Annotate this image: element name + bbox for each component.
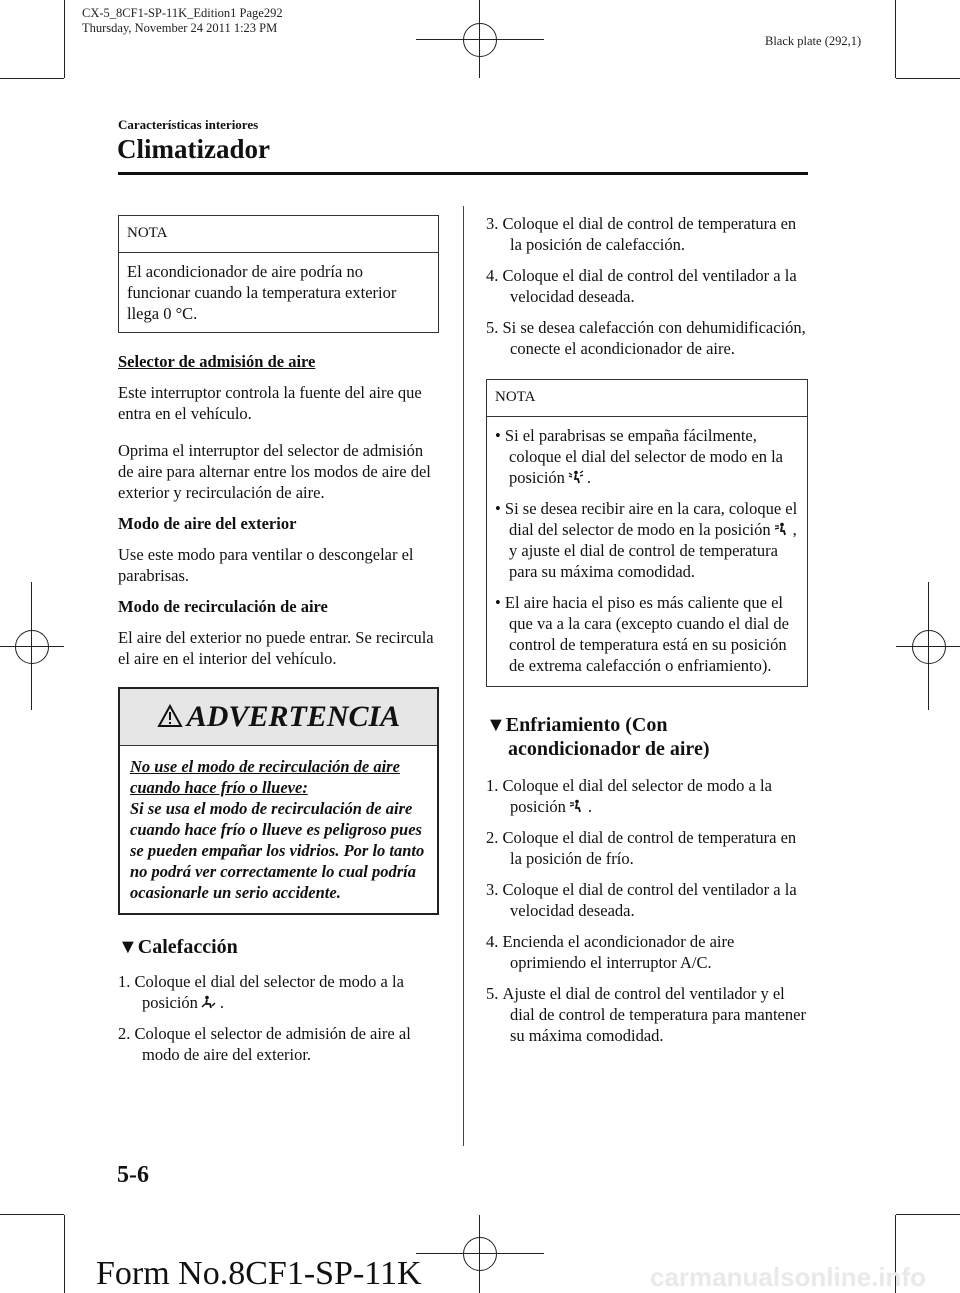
heating-heading: [118, 935, 439, 959]
warning-lead: No use el modo de recirculación de aire cuando hace frío o llueve:: [130, 757, 400, 797]
warning-title-bar: [120, 689, 437, 746]
print-header-line2: Thursday, November 24 2011 1:23 PM: [82, 21, 278, 35]
note-list: [487, 417, 807, 686]
heating-step: 3. Coloque el dial de control de temperatura en la posición de calefacción.: [486, 214, 797, 254]
heating-heading-text: Calefacción: [137, 936, 238, 958]
note-label: NOTA: [119, 216, 438, 253]
crop-mark: [64, 0, 65, 78]
outside-air-heading: Modo de aire del exterior: [118, 514, 297, 533]
plate-label: Black plate (292,1): [765, 34, 862, 48]
note-bullet: • Si se desea recibir aire en la cara, coloque el dial del selector de modo en la posición , y ajuste el dial de control de temperatura para su máxima comodidad.: [495, 499, 798, 581]
down-triangle-icon: ▼: [118, 936, 138, 958]
print-header: [82, 6, 283, 36]
recirc-text: El aire del exterior no puede entrar. Se recircula el aire en el interior del vehículo.: [118, 628, 434, 668]
outside-air-text: Use este modo para ventilar o descongelar el parabrisas.: [118, 545, 414, 585]
crop-mark: [896, 78, 960, 79]
cooling-step: 4. Encienda el acondicionador de aire oprimiendo el interruptor A/C.: [486, 932, 735, 972]
column-divider: [463, 206, 464, 1146]
section-label: Características interiores: [118, 117, 259, 132]
face-mode-icon: [774, 522, 790, 536]
intake-paragraph-2: Oprima el interruptor del selector de admisión de aire para alternar entre los modos de aire del exterior y recirculación de aire.: [118, 441, 431, 502]
note-bullet: • El aire hacia el piso es más caliente que el que va a la cara (excepto cuando el dial de control de temperatura está en su posición de extrema calefacción o enfriamiento).: [495, 593, 789, 675]
floor-mode-icon: [201, 995, 217, 1009]
cooling-heading: ▼Enfriamiento (Con acondicionador de aire): [486, 714, 710, 760]
note-box: [118, 215, 439, 333]
form-number: Form No.8CF1-SP-11K: [96, 1255, 422, 1292]
warning-title: ADVERTENCIA: [186, 700, 401, 733]
heating-step: 5. Si se desea calefacción con dehumidificación, conecte el acondicionador de aire.: [486, 318, 806, 358]
crop-mark: [0, 1214, 64, 1215]
heating-step: 1. Coloque el dial del selector de modo a la posición .: [118, 972, 404, 1012]
face-mode-icon: [569, 799, 585, 813]
crop-mark: [64, 1215, 65, 1293]
title-rule: [118, 172, 808, 175]
note-label: NOTA: [487, 380, 807, 417]
cooling-step: 2. Coloque el dial de control de temperatura en la posición de frío.: [486, 828, 797, 868]
left-column: [118, 215, 439, 1075]
watermark: carmanualsonline.info: [650, 1262, 926, 1292]
note-text: El acondicionador de aire podría no funcionar cuando la temperatura exterior llega 0 °C.: [127, 262, 397, 323]
crop-mark: [0, 78, 64, 79]
warning-triangle-icon: [157, 704, 183, 728]
heating-step: 2. Coloque el selector de admisión de aire al modo de aire del exterior.: [118, 1024, 411, 1064]
defrost-floor-mode-icon: [568, 470, 584, 484]
crop-mark: [896, 1214, 960, 1215]
warning-box: [118, 687, 439, 915]
cooling-step: 5. Ajuste el dial de control del ventilador y el dial de control de temperatura para mantener su máxima comodidad.: [486, 984, 806, 1045]
print-header-line1: CX-5_8CF1-SP-11K_Edition1 Page292: [82, 6, 283, 20]
right-column: [486, 213, 808, 1056]
note-box: [486, 379, 808, 687]
intake-paragraph-1: Este interruptor controla la fuente del aire que entra en el vehículo.: [118, 383, 422, 423]
down-triangle-icon: ▼: [486, 714, 506, 736]
page-number: 5-6: [117, 1162, 149, 1188]
recirc-heading: Modo de recirculación de aire: [118, 597, 328, 616]
warning-text: Si se usa el modo de recirculación de aire cuando hace frío o llueve es peligroso pues se pueden empañar los vidrios. Por lo tanto no podrá ver correctamente lo cual podría ocasionarle un serio accidente.: [130, 799, 425, 902]
heating-step: 4. Coloque el dial de control del ventilador a la velocidad deseada.: [486, 266, 797, 306]
intake-heading: Selector de admisión de aire: [118, 352, 316, 371]
warning-body: [120, 746, 437, 913]
cooling-step: 1. Coloque el dial del selector de modo a la posición .: [486, 776, 772, 816]
note-bullet: • Si el parabrisas se empaña fácilmente, coloque el dial del selector de modo en la posición .: [495, 426, 783, 487]
crop-mark: [895, 0, 896, 78]
page-title: Climatizador: [117, 134, 270, 164]
cooling-step: 3. Coloque el dial de control del ventilador a la velocidad deseada.: [486, 880, 797, 920]
